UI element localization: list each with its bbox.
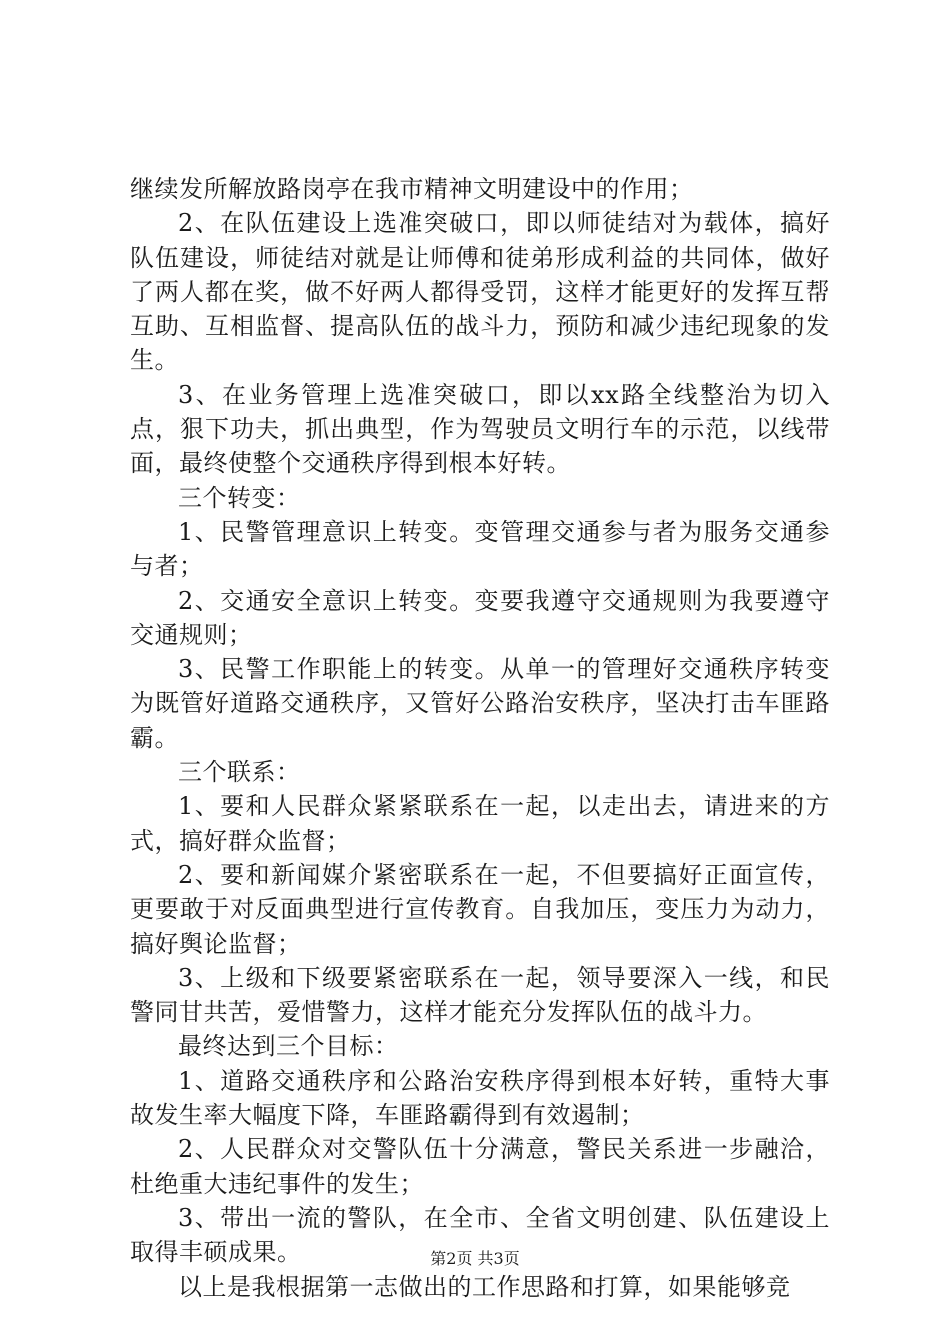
paragraph: 1、民警管理意识上转变。变管理交通参与者为服务交通参与者；: [130, 517, 830, 581]
document-body: [130, 172, 830, 1304]
paragraph: 1、要和人民群众紧紧联系在一起，以走出去，请进来的方式，搞好群众监督；: [130, 792, 830, 855]
paragraph: 2、交通安全意识上转变。变要我遵守交通规则为我要遵守交通规则；: [130, 586, 830, 649]
paragraph: 2、人民群众对交警队伍十分满意，警民关系进一步融洽，杜绝重大违纪事件的发生；: [130, 1135, 830, 1198]
section-heading: 三个转变：: [178, 483, 301, 512]
paragraph: 2、在队伍建设上选准突破口，即以师徒结对为载体，搞好队伍建设，师徒结对就是让师傅和徒弟形成利益的共同体，做好了两人都在奖，做不好两人都得受罚，这样才能更好的发挥互帮互助、互相监督、提高队伍的战斗力，预防和减少违纪现象的发生。: [130, 209, 830, 375]
paragraph: 3、在业务管理上选准突破口，即以xx路全线整治为切入点，狠下功夫，抓出典型，作为驾驶员文明行车的示范，以线带面，最终使整个交通秩序得到根本好转。: [130, 380, 830, 478]
section-heading: 三个联系：: [178, 758, 301, 787]
page-number-label: 第2页 共3页: [430, 1249, 520, 1268]
paragraph: 3、带出一流的警队，在全市、全省文明创建、队伍建设上取得丰硕成果。: [130, 1203, 830, 1267]
section-heading: 最终达到三个目标：: [178, 1032, 399, 1061]
paragraph: 继续发所解放路岗亭在我市精神文明建设中的作用；: [130, 175, 694, 203]
paragraph: 2、要和新闻媒介紧密联系在一起，不但要搞好正面宣传，更要敢于对反面典型进行宣传教育。自我加压，变压力为动力，搞好舆论监督；: [130, 860, 830, 958]
page-footer: [0, 1246, 950, 1269]
paragraph: 3、上级和下级要紧密联系在一起，领导要深入一线，和民警同甘共苦，爱惜警力，这样才能充分发挥队伍的战斗力。: [130, 963, 830, 1027]
paragraph: 3、民警工作职能上的转变。从单一的管理好交通秩序转变为既管好道路交通秩序，又管好公路治安秩序，坚决打击车匪路霸。: [130, 655, 830, 752]
paragraph: 1、道路交通秩序和公路治安秩序得到根本好转，重特大事故发生率大幅度下降，车匪路霸得到有效遏制；: [130, 1066, 830, 1130]
paragraph: 以上是我根据第一志做出的工作思路和打算，如果能够竞: [178, 1272, 791, 1301]
